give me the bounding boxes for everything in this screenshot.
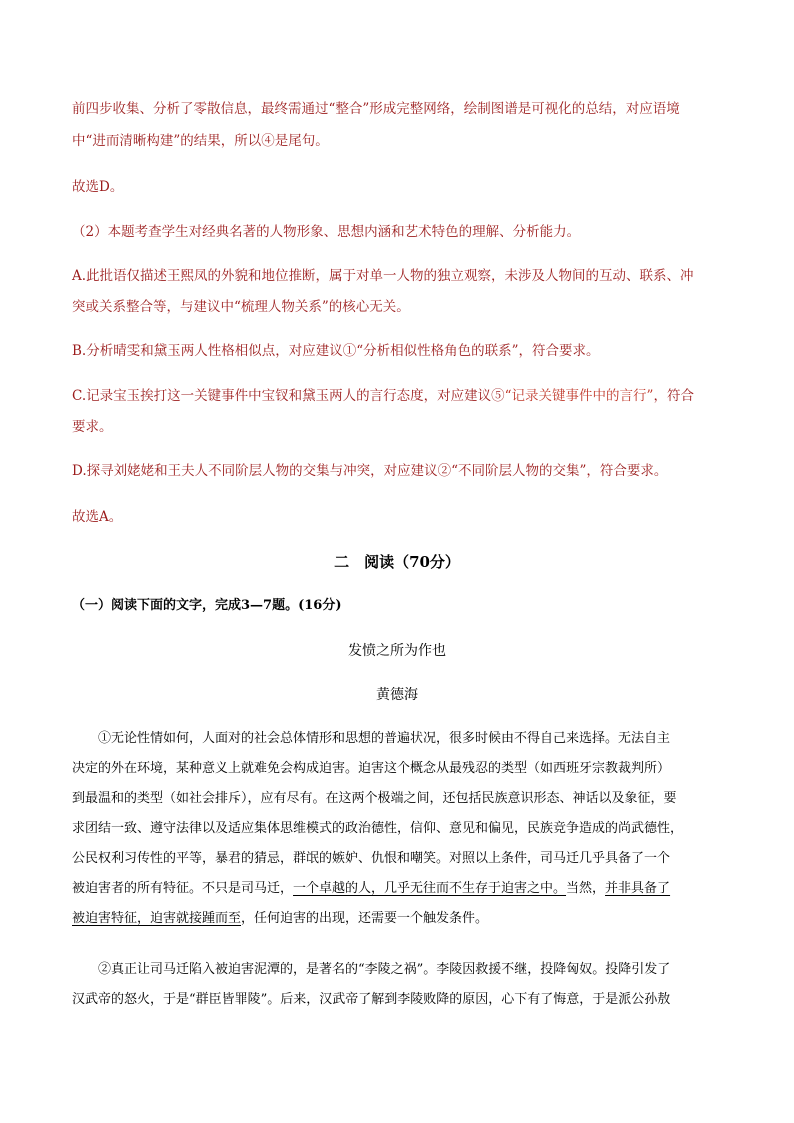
question-2-intro: （2）本题考查学生对经典名著的人物形象、思想内涵和艺术特色的理解、分析能力。 [72,224,581,240]
paragraph-line: 公民权利习传性的平等，暴君的猜忌，群氓的嫉妒、仇恨和嘲笑。对照以上条件，司马迁几乎具备了一个 [72,851,671,866]
article-paragraph-1 [72,724,726,934]
option-c-quote: “记录关键事件中的言行” [504,388,654,404]
paragraph-text: ，任何迫害的出现，还需要一个触发条件。 [241,911,489,926]
option-c-line-1 [72,386,724,406]
paragraph-line: 决定的外在环境，某种意义上就难免会构成迫害。迫害这个概念从最残忍的类型（如西班牙宗教裁判所） [72,761,671,776]
option-c-line-2: 要求。 [72,419,113,435]
paragraph-text: 被迫害者的所有特征。不只是司马迁， [72,881,294,896]
option-a-line-1: A.此批语仅描述王熙凤的外貌和地位推断，属于对单一人物的独立观察，未涉及人物间的互动、联系、冲 [72,268,694,284]
paragraph-line: ②真正让司马迁陷入被迫害泥潭的，是著名的“李陵之祸”。李陵因救援不继，投降匈奴。投降引发了 [98,962,671,977]
answer-select-d: 故选D。 [72,179,124,195]
paragraph-line: 汉武帝的怒火，于是“群臣皆罪陵”。后来，汉武帝了解到李陵败降的原因，心下有了悔意，于是派公孙敖 [72,992,671,1007]
answer-select-a: 故选A。 [72,509,123,525]
article-paragraph-2 [72,955,726,1015]
article-title: 发愤之所为作也 [348,643,446,659]
option-c-text: C.记录宝玉挨打这一关键事件中宝钗和黛玉两人的言行态度，对应建议⑤ [72,388,505,404]
paragraph-text: 当然， [566,881,606,896]
option-c-tail: ，符合 [653,388,694,404]
paragraph-line: 到最温和的类型（如社会排斥），应有尽有。在这两个极端之间，还包括民族意识形态、神话以及象征，要 [72,791,677,806]
paragraph-line: ①无论性情如何，人面对的社会总体情形和思想的普遍状况，很多时候由不得自己来选择。无法自主 [98,731,671,746]
option-b-line: B.分析晴雯和黛玉两人性格相似点，对应建议①“分析相似性格角色的联系”，符合要求。 [72,343,600,359]
reading-instruction: （一）阅读下面的文字，完成3—7题。(16分) [72,598,342,613]
underlined-sentence-2: 并非具备了 [605,881,671,896]
answer-line-2: 中“进而清晰构建”的结果，所以④是尾句。 [72,133,329,149]
paragraph-line [72,874,726,904]
paragraph-line [72,904,726,934]
option-a-line-2: 突或关系整合等，与建议中“梳理人物关系”的核心无关。 [72,299,410,315]
section-heading: 二 阅读（70分） [334,553,460,571]
answer-line-1: 前四步收集、分析了零散信息，最终需通过“整合”形成完整网络，绘制图谱是可视化的总结，对应语境 [72,101,680,117]
option-d-line: D.探寻刘姥姥和王夫人不同阶层人物的交集与冲突，对应建议②“不同阶层人物的交集”，符合要求。 [72,463,668,479]
paragraph-line: 求团结一致、遵守法律以及适应集体思维模式的政治德性，信仰、意见和偏见，民族竞争造成的尚武德性， [72,821,684,836]
underlined-sentence-1: 一个卓越的人，几乎无往而不生存于迫害之中。 [293,881,567,896]
underlined-sentence-2-cont: 被迫害特征，迫害就接踵而至 [72,911,242,926]
article-author: 黄德海 [376,687,418,703]
